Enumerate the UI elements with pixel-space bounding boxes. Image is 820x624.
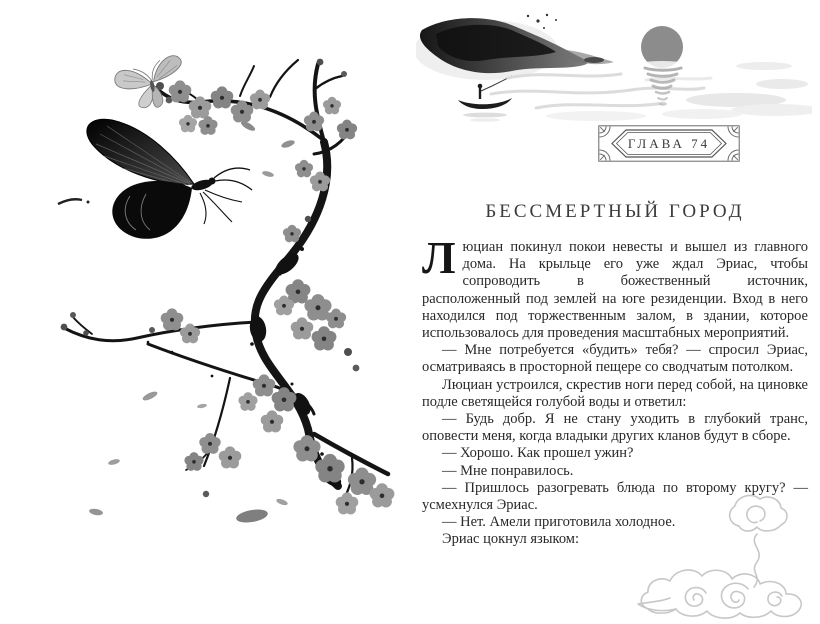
paragraph	[422, 233, 808, 342]
chapter-badge	[598, 125, 740, 162]
paragraph: — Мне потребуется «будить» тебя? — спросил Эриас, осматриваясь в просторной пещере со сводчатым потолком.	[422, 342, 808, 376]
cloud-ornament	[636, 490, 818, 622]
chapter-title: БЕССМЕРТНЫЙ ГОРОД	[485, 201, 745, 222]
large-butterfly-icon	[58, 119, 252, 239]
paragraph: Люциан устроился, скрестив ноги перед собой, на циновке подле светящейся голубой воды и ответил:	[422, 376, 808, 410]
paragraph: Эриас цокнул языком:	[442, 531, 579, 548]
paragraph: — Будь добр. Я не стану уходить в глубокий транс, оповести меня, когда владыки других кланов будут в сборе.	[422, 411, 808, 445]
drop-cap: Л	[422, 233, 456, 283]
sun-icon	[628, 26, 696, 105]
ink-lake-sunset-illustration	[416, 8, 812, 124]
paragraph-text: юциан покинул покои невесты и вышел из главного дома. На крыльце его уже ждал Эриас, чтобы сопроводить в божественный источник, расположенный под землей на юге резиденции. Вход в него находился под торжественным залом, в здании, которое использовалось для проведения масштабных мероприятий.	[422, 239, 808, 342]
fisherman-boat	[458, 76, 512, 122]
chapter-label: ГЛАВА 74	[627, 136, 711, 151]
blossom-clusters	[161, 80, 395, 514]
paragraph: — Хорошо. Как прошел ужин?	[442, 445, 634, 462]
mist-swirls	[491, 74, 711, 108]
paragraph: — Нет. Амели приготовила холодное.	[442, 514, 676, 531]
right-page	[410, 0, 820, 624]
paragraph: — Мне понравилось.	[442, 462, 574, 479]
ink-blossom-butterflies-illustration	[52, 34, 404, 596]
paragraph: — Пришлось разогревать блюда по второму кругу? — усмехнулся Эриас.	[422, 479, 808, 514]
